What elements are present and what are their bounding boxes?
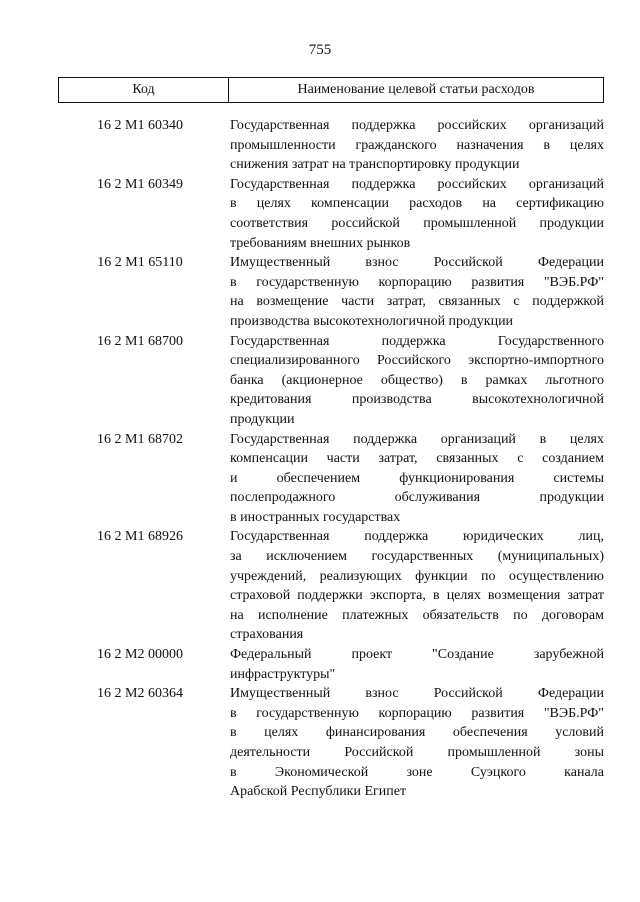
row-code: 16 2 M2 00000 (97, 647, 183, 663)
table-row (58, 645, 604, 684)
row-name-line: в целях финансирования обеспечения условий (230, 725, 604, 741)
row-name-line: за исключением государственных (муниципальных) (230, 549, 604, 565)
row-name-line: Имущественный взнос Российской Федерации (230, 255, 604, 271)
row-name-line: деятельности Российской промышленной зоны (230, 745, 604, 760)
row-name-line: в целях компенсации расходов на сертификацию (230, 196, 604, 212)
row-code: 16 2 M1 60340 (97, 118, 183, 133)
table-row (58, 684, 604, 802)
row-code: 16 2 M1 65110 (97, 255, 183, 271)
page-number: 755 (308, 42, 332, 58)
row-name-line: и обеспечением функционирования системы (230, 470, 604, 486)
row-code: 16 2 M1 60349 (97, 176, 183, 192)
row-name (228, 116, 604, 175)
table-row (58, 116, 604, 175)
table-row (58, 430, 604, 528)
row-name (228, 527, 604, 645)
row-name-line: банка (акционерное общество) в рамках льготного (230, 372, 604, 388)
row-name-line: на исполнение платежных обязательств по договорам (230, 607, 604, 623)
table-body (58, 116, 604, 802)
row-name (228, 430, 604, 528)
row-code: 16 2 M2 60364 (97, 686, 183, 702)
row-name-line: инфраструктуры" (230, 666, 336, 682)
row-name-line: Государственная поддержка юридических лиц, (230, 529, 604, 545)
row-name-line: Государственная поддержка организаций в целях (230, 431, 604, 447)
row-code: 16 2 M1 68700 (97, 333, 183, 349)
row-name-line: промышленности гражданского назначения в целях (230, 137, 604, 153)
row-name-line: страхования (230, 627, 304, 643)
row-name-line: продукции (230, 411, 295, 427)
row-code: 16 2 M1 68926 (97, 529, 183, 545)
table-row (58, 332, 604, 430)
row-name-line: Государственная поддержка российских организаций (230, 176, 604, 192)
table-header (58, 77, 604, 103)
row-name-line: Имущественный взнос Российской Федерации (230, 686, 604, 702)
column-header-code: Код (59, 78, 229, 102)
row-name-line: Государственная поддержка Государственного (230, 333, 604, 349)
row-name-line: соответствия российской промышленной продукции (230, 215, 604, 231)
row-name-line: Государственная поддержка российских организаций (230, 118, 604, 133)
row-name-line: снижения затрат на транспортировку продукции (230, 157, 520, 173)
row-name-line: послепродажного обслуживания продукции (230, 490, 604, 506)
row-name (228, 645, 604, 684)
row-name-line: на возмещение части затрат, связанных с поддержкой (230, 294, 604, 310)
table-row (58, 527, 604, 645)
row-name-line: учреждений, реализующих функции по осуществлению (230, 568, 604, 584)
row-name-line: в государственную корпорацию развития "ВЭБ.РФ" (230, 274, 604, 290)
row-name-line: компенсации части затрат, связанных с созданием (230, 451, 604, 467)
table-row (58, 175, 604, 253)
column-header-name: Наименование целевой статьи расходов (297, 82, 535, 97)
row-name-line: производства высокотехнологичной продукции (230, 313, 514, 329)
row-name (228, 175, 604, 253)
row-name-line: Арабской Республики Египет (230, 784, 407, 800)
row-name (228, 684, 604, 802)
row-name-line: требованиям внешних рынков (230, 235, 411, 251)
row-name-line: в государственную корпорацию развития "ВЭБ.РФ" (230, 705, 604, 721)
row-name-line: специализированного Российского экспортно-импортного (230, 353, 604, 369)
table-row (58, 253, 604, 331)
row-name-line: в Экономической зоне Суэцкого канала (230, 764, 604, 780)
row-name (228, 253, 604, 331)
row-name (228, 332, 604, 430)
row-name-line: кредитования производства высокотехнологичной (230, 392, 604, 408)
row-name-line: страховой поддержки экспорта, в целях возмещения затрат (230, 588, 604, 604)
row-code: 16 2 M1 68702 (97, 431, 183, 447)
row-name-line: в иностранных государствах (230, 509, 401, 525)
row-name-line: Федеральный проект "Создание зарубежной (230, 647, 604, 663)
